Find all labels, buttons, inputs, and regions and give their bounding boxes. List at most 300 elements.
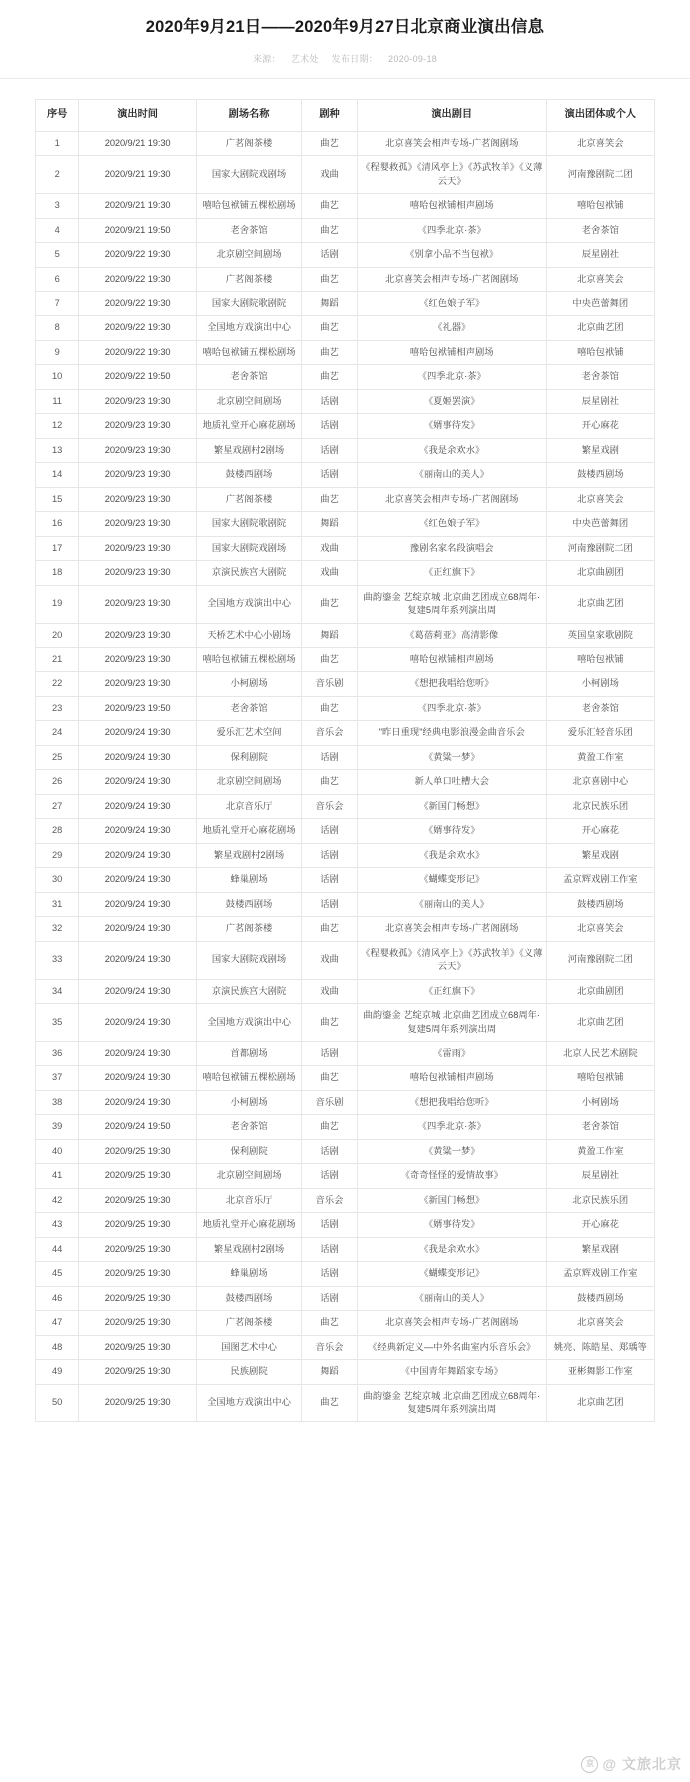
cell-troupe: 北京民族乐团 xyxy=(546,1188,654,1212)
cell-genre: 话剧 xyxy=(302,1041,358,1065)
cell-genre: 音乐会 xyxy=(302,721,358,745)
cell-time: 2020/9/23 19:30 xyxy=(79,648,197,672)
cell-genre: 话剧 xyxy=(302,892,358,916)
cell-program: 《程婴救孤》《清风亭上》《苏武牧羊》《义薄云天》 xyxy=(357,941,546,979)
cell-genre: 曲艺 xyxy=(302,770,358,794)
cell-program: 《奇奇怪怪的爱情故事》 xyxy=(357,1164,546,1188)
cell-genre: 话剧 xyxy=(302,745,358,769)
cell-time: 2020/9/23 19:30 xyxy=(79,463,197,487)
table-row xyxy=(36,1164,655,1188)
cell-genre: 音乐剧 xyxy=(302,1090,358,1114)
performance-table xyxy=(35,99,655,1423)
cell-time: 2020/9/23 19:50 xyxy=(79,696,197,720)
cell-program: 《红色娘子军》 xyxy=(357,512,546,536)
cell-venue: 嘻哈包袱铺五棵松剧场 xyxy=(196,340,301,364)
cell-index: 12 xyxy=(36,414,79,438)
cell-index: 41 xyxy=(36,1164,79,1188)
cell-program: 《四季北京·茶》 xyxy=(357,218,546,242)
cell-time: 2020/9/25 19:30 xyxy=(79,1311,197,1335)
table-row xyxy=(36,389,655,413)
cell-program: 《婿事待发》 xyxy=(357,819,546,843)
table-row xyxy=(36,819,655,843)
table-row xyxy=(36,1335,655,1359)
cell-program: 《程婴救孤》《清风亭上》《苏武牧羊》《义薄云天》 xyxy=(357,156,546,194)
cell-program: 新人单口吐槽大会 xyxy=(357,770,546,794)
cell-time: 2020/9/21 19:30 xyxy=(79,131,197,155)
cell-time: 2020/9/22 19:50 xyxy=(79,365,197,389)
cell-troupe: 开心麻花 xyxy=(546,1213,654,1237)
cell-time: 2020/9/24 19:30 xyxy=(79,794,197,818)
cell-program: 《葛蓓莉亚》高清影像 xyxy=(357,623,546,647)
table-row xyxy=(36,512,655,536)
table-row xyxy=(36,316,655,340)
cell-venue: 国家大剧院戏剧场 xyxy=(196,941,301,979)
cell-venue: 京演民族宫大剧院 xyxy=(196,561,301,585)
cell-index: 37 xyxy=(36,1066,79,1090)
cell-venue: 全国地方戏演出中心 xyxy=(196,1384,301,1422)
cell-time: 2020/9/24 19:30 xyxy=(79,979,197,1003)
cell-index: 29 xyxy=(36,843,79,867)
cell-genre: 音乐会 xyxy=(302,1335,358,1359)
cell-index: 22 xyxy=(36,672,79,696)
cell-venue: 小柯剧场 xyxy=(196,672,301,696)
cell-venue: 保利剧院 xyxy=(196,1139,301,1163)
table-row xyxy=(36,1139,655,1163)
cell-troupe: 姚亮、陈皓星、郑瑀等 xyxy=(546,1335,654,1359)
table-header xyxy=(36,99,655,131)
cell-program: 《新国门畅想》 xyxy=(357,1188,546,1212)
cell-program: 《四季北京·茶》 xyxy=(357,696,546,720)
cell-index: 18 xyxy=(36,561,79,585)
cell-program: 曲韵鎏金 艺绽京城 北京曲艺团成立68周年·复建5周年系列演出周 xyxy=(357,1004,546,1042)
cell-program: 北京喜笑会相声专场-广茗阁剧场 xyxy=(357,1311,546,1335)
cell-time: 2020/9/24 19:30 xyxy=(79,745,197,769)
cell-program: 豫剧名家名段演唱会 xyxy=(357,536,546,560)
cell-genre: 话剧 xyxy=(302,389,358,413)
cell-time: 2020/9/25 19:30 xyxy=(79,1213,197,1237)
cell-troupe: 小柯剧场 xyxy=(546,672,654,696)
cell-genre: 曲艺 xyxy=(302,1066,358,1090)
cell-genre: 戏曲 xyxy=(302,156,358,194)
table-row xyxy=(36,1286,655,1310)
table-row xyxy=(36,438,655,462)
cell-troupe: 繁星戏剧 xyxy=(546,438,654,462)
cell-index: 31 xyxy=(36,892,79,916)
cell-time: 2020/9/25 19:30 xyxy=(79,1335,197,1359)
cell-time: 2020/9/24 19:30 xyxy=(79,1041,197,1065)
cell-genre: 话剧 xyxy=(302,1286,358,1310)
cell-genre: 音乐会 xyxy=(302,794,358,818)
cell-index: 17 xyxy=(36,536,79,560)
cell-time: 2020/9/23 19:30 xyxy=(79,561,197,585)
cell-troupe: 辰星剧社 xyxy=(546,1164,654,1188)
cell-index: 26 xyxy=(36,770,79,794)
cell-troupe: 嘻哈包袱铺 xyxy=(546,648,654,672)
cell-program: 《礼器》 xyxy=(357,316,546,340)
cell-venue: 爱乐汇艺术空间 xyxy=(196,721,301,745)
cell-troupe: 开心麻花 xyxy=(546,414,654,438)
table-row xyxy=(36,1066,655,1090)
cell-time: 2020/9/24 19:30 xyxy=(79,1066,197,1090)
cell-time: 2020/9/25 19:30 xyxy=(79,1164,197,1188)
table-row xyxy=(36,156,655,194)
cell-time: 2020/9/22 19:30 xyxy=(79,316,197,340)
cell-venue: 北京剧空间剧场 xyxy=(196,389,301,413)
cell-genre: 话剧 xyxy=(302,843,358,867)
cell-index: 32 xyxy=(36,917,79,941)
column-header-genre: 剧种 xyxy=(302,99,358,131)
cell-venue: 民族剧院 xyxy=(196,1360,301,1384)
cell-genre: 曲艺 xyxy=(302,585,358,623)
cell-index: 8 xyxy=(36,316,79,340)
cell-time: 2020/9/21 19:30 xyxy=(79,156,197,194)
table-row xyxy=(36,623,655,647)
cell-genre: 话剧 xyxy=(302,1237,358,1261)
cell-troupe: 北京喜剧中心 xyxy=(546,770,654,794)
table-row xyxy=(36,487,655,511)
cell-venue: 广茗阁茶楼 xyxy=(196,267,301,291)
cell-index: 7 xyxy=(36,291,79,315)
cell-index: 9 xyxy=(36,340,79,364)
cell-troupe: 老舍茶馆 xyxy=(546,1115,654,1139)
cell-genre: 曲艺 xyxy=(302,1311,358,1335)
cell-index: 10 xyxy=(36,365,79,389)
cell-troupe: 嘻哈包袱铺 xyxy=(546,340,654,364)
cell-program: 《四季北京·茶》 xyxy=(357,365,546,389)
cell-venue: 地质礼堂开心麻花剧场 xyxy=(196,414,301,438)
cell-troupe: 鼓楼西剧场 xyxy=(546,463,654,487)
table-row xyxy=(36,1384,655,1422)
cell-time: 2020/9/24 19:30 xyxy=(79,868,197,892)
cell-venue: 广茗阁茶楼 xyxy=(196,131,301,155)
cell-program: 北京喜笑会相声专场-广茗阁剧场 xyxy=(357,917,546,941)
cell-troupe: 亚彬舞影工作室 xyxy=(546,1360,654,1384)
table-row xyxy=(36,1360,655,1384)
table-row xyxy=(36,917,655,941)
cell-troupe: 北京曲艺团 xyxy=(546,1384,654,1422)
cell-troupe: 北京曲艺团 xyxy=(546,316,654,340)
table-row xyxy=(36,1262,655,1286)
cell-index: 28 xyxy=(36,819,79,843)
cell-index: 48 xyxy=(36,1335,79,1359)
cell-venue: 鼓楼西剧场 xyxy=(196,892,301,916)
cell-program: 《经典新定义—中外名曲室内乐音乐会》 xyxy=(357,1335,546,1359)
cell-time: 2020/9/23 19:30 xyxy=(79,414,197,438)
cell-index: 23 xyxy=(36,696,79,720)
cell-time: 2020/9/24 19:30 xyxy=(79,770,197,794)
column-header-venue: 剧场名称 xyxy=(196,99,301,131)
table-row xyxy=(36,770,655,794)
cell-index: 15 xyxy=(36,487,79,511)
cell-program: 《蝴蝶变形记》 xyxy=(357,1262,546,1286)
cell-venue: 北京剧空间剧场 xyxy=(196,1164,301,1188)
cell-index: 19 xyxy=(36,585,79,623)
cell-venue: 国家大剧院戏剧场 xyxy=(196,156,301,194)
cell-time: 2020/9/22 19:30 xyxy=(79,243,197,267)
cell-program: 北京喜笑会相声专场-广茗阁剧场 xyxy=(357,131,546,155)
watermark-logo-icon: 京 xyxy=(581,1756,598,1773)
cell-program: 《雷雨》 xyxy=(357,1041,546,1065)
cell-index: 35 xyxy=(36,1004,79,1042)
table-row xyxy=(36,868,655,892)
table-row xyxy=(36,585,655,623)
cell-troupe: 河南豫剧院二团 xyxy=(546,536,654,560)
cell-venue: 北京音乐厅 xyxy=(196,1188,301,1212)
cell-venue: 全国地方戏演出中心 xyxy=(196,585,301,623)
cell-index: 39 xyxy=(36,1115,79,1139)
source-label: 来源： xyxy=(252,53,281,64)
cell-index: 40 xyxy=(36,1139,79,1163)
cell-program: 北京喜笑会相声专场-广茗阁剧场 xyxy=(357,487,546,511)
cell-index: 30 xyxy=(36,868,79,892)
cell-time: 2020/9/23 19:30 xyxy=(79,623,197,647)
cell-genre: 曲艺 xyxy=(302,316,358,340)
cell-venue: 老舍茶馆 xyxy=(196,218,301,242)
table-row xyxy=(36,843,655,867)
cell-index: 11 xyxy=(36,389,79,413)
cell-venue: 老舍茶馆 xyxy=(196,696,301,720)
cell-venue: 国家大剧院戏剧场 xyxy=(196,536,301,560)
cell-genre: 舞蹈 xyxy=(302,623,358,647)
cell-index: 45 xyxy=(36,1262,79,1286)
cell-venue: 繁星戏剧村2剧场 xyxy=(196,843,301,867)
cell-index: 47 xyxy=(36,1311,79,1335)
cell-time: 2020/9/23 19:30 xyxy=(79,487,197,511)
cell-program: 北京喜笑会相声专场-广茗阁剧场 xyxy=(357,267,546,291)
cell-time: 2020/9/25 19:30 xyxy=(79,1360,197,1384)
cell-index: 44 xyxy=(36,1237,79,1261)
cell-troupe: 北京曲剧团 xyxy=(546,561,654,585)
cell-index: 24 xyxy=(36,721,79,745)
cell-time: 2020/9/24 19:30 xyxy=(79,941,197,979)
cell-troupe: 北京喜笑会 xyxy=(546,1311,654,1335)
cell-program: 《我是余欢水》 xyxy=(357,438,546,462)
cell-time: 2020/9/24 19:30 xyxy=(79,917,197,941)
cell-genre: 曲艺 xyxy=(302,131,358,155)
cell-program: 《丽南山的美人》 xyxy=(357,892,546,916)
cell-genre: 曲艺 xyxy=(302,1384,358,1422)
cell-genre: 音乐会 xyxy=(302,1188,358,1212)
cell-time: 2020/9/24 19:30 xyxy=(79,843,197,867)
table-row xyxy=(36,672,655,696)
cell-index: 16 xyxy=(36,512,79,536)
cell-genre: 曲艺 xyxy=(302,917,358,941)
cell-program: 曲韵鎏金 艺绽京城 北京曲艺团成立68周年·复建5周年系列演出周 xyxy=(357,585,546,623)
cell-genre: 戏曲 xyxy=(302,536,358,560)
cell-venue: 保利剧院 xyxy=(196,745,301,769)
cell-time: 2020/9/23 19:30 xyxy=(79,512,197,536)
publish-label: 发布日期： xyxy=(331,53,379,64)
cell-index: 25 xyxy=(36,745,79,769)
cell-index: 5 xyxy=(36,243,79,267)
column-header-troupe: 演出团体或个人 xyxy=(546,99,654,131)
cell-genre: 话剧 xyxy=(302,438,358,462)
cell-venue: 鼓楼西剧场 xyxy=(196,1286,301,1310)
cell-venue: 繁星戏剧村2剧场 xyxy=(196,1237,301,1261)
cell-index: 21 xyxy=(36,648,79,672)
cell-genre: 曲艺 xyxy=(302,267,358,291)
cell-time: 2020/9/25 19:30 xyxy=(79,1188,197,1212)
table-row xyxy=(36,721,655,745)
cell-time: 2020/9/23 19:30 xyxy=(79,389,197,413)
cell-time: 2020/9/24 19:30 xyxy=(79,721,197,745)
cell-troupe: 孟京辉戏剧工作室 xyxy=(546,1262,654,1286)
cell-troupe: 辰星剧社 xyxy=(546,243,654,267)
cell-index: 3 xyxy=(36,194,79,218)
cell-time: 2020/9/21 19:50 xyxy=(79,218,197,242)
cell-genre: 话剧 xyxy=(302,868,358,892)
table-row xyxy=(36,979,655,1003)
cell-troupe: 北京曲艺团 xyxy=(546,585,654,623)
cell-genre: 音乐剧 xyxy=(302,672,358,696)
cell-venue: 广茗阁茶楼 xyxy=(196,917,301,941)
cell-troupe: 老舍茶馆 xyxy=(546,218,654,242)
cell-venue: 鼓楼西剧场 xyxy=(196,463,301,487)
cell-index: 6 xyxy=(36,267,79,291)
table-row xyxy=(36,463,655,487)
cell-genre: 话剧 xyxy=(302,1139,358,1163)
watermark xyxy=(581,1754,682,1774)
table-row xyxy=(36,194,655,218)
cell-venue: 首都剧场 xyxy=(196,1041,301,1065)
table-row xyxy=(36,1115,655,1139)
cell-venue: 地质礼堂开心麻花剧场 xyxy=(196,1213,301,1237)
cell-program: 《我是余欢水》 xyxy=(357,843,546,867)
cell-venue: 京演民族宫大剧院 xyxy=(196,979,301,1003)
cell-time: 2020/9/24 19:30 xyxy=(79,1090,197,1114)
cell-troupe: 孟京辉戏剧工作室 xyxy=(546,868,654,892)
table-row xyxy=(36,131,655,155)
cell-venue: 广茗阁茶楼 xyxy=(196,487,301,511)
cell-genre: 话剧 xyxy=(302,819,358,843)
cell-program: 《正红旗下》 xyxy=(357,561,546,585)
cell-index: 14 xyxy=(36,463,79,487)
table-row xyxy=(36,1041,655,1065)
cell-program: 《蝴蝶变形记》 xyxy=(357,868,546,892)
cell-genre: 舞蹈 xyxy=(302,291,358,315)
cell-venue: 嘻哈包袱铺五棵松剧场 xyxy=(196,1066,301,1090)
cell-troupe: 北京民族乐团 xyxy=(546,794,654,818)
cell-venue: 蜂巢剧场 xyxy=(196,1262,301,1286)
document-header xyxy=(0,0,690,65)
cell-genre: 戏曲 xyxy=(302,941,358,979)
cell-index: 2 xyxy=(36,156,79,194)
watermark-text: @ 文旅北京 xyxy=(602,1756,682,1772)
cell-index: 36 xyxy=(36,1041,79,1065)
cell-venue: 广茗阁茶楼 xyxy=(196,1311,301,1335)
cell-program: 《婿事待发》 xyxy=(357,414,546,438)
cell-program: 《正红旗下》 xyxy=(357,979,546,1003)
cell-troupe: 北京曲艺团 xyxy=(546,1004,654,1042)
cell-venue: 蜂巢剧场 xyxy=(196,868,301,892)
cell-genre: 曲艺 xyxy=(302,365,358,389)
cell-venue: 全国地方戏演出中心 xyxy=(196,316,301,340)
cell-troupe: 开心麻花 xyxy=(546,819,654,843)
source-value: 艺术处 xyxy=(290,53,319,64)
cell-troupe: 繁星戏剧 xyxy=(546,843,654,867)
table-row xyxy=(36,218,655,242)
column-header-time: 演出时间 xyxy=(79,99,197,131)
cell-program: 嘻哈包袱铺相声剧场 xyxy=(357,194,546,218)
cell-time: 2020/9/25 19:30 xyxy=(79,1262,197,1286)
cell-program: 《想把我唱给您听》 xyxy=(357,1090,546,1114)
table-row xyxy=(36,892,655,916)
cell-time: 2020/9/25 19:30 xyxy=(79,1384,197,1422)
cell-venue: 繁星戏剧村2剧场 xyxy=(196,438,301,462)
cell-troupe: 嘻哈包袱铺 xyxy=(546,194,654,218)
cell-index: 33 xyxy=(36,941,79,979)
cell-index: 46 xyxy=(36,1286,79,1310)
cell-time: 2020/9/25 19:30 xyxy=(79,1237,197,1261)
cell-venue: 小柯剧场 xyxy=(196,1090,301,1114)
cell-program: 《黄粱一梦》 xyxy=(357,1139,546,1163)
table-row xyxy=(36,648,655,672)
table-row xyxy=(36,1237,655,1261)
cell-time: 2020/9/24 19:30 xyxy=(79,892,197,916)
cell-venue: 老舍茶馆 xyxy=(196,365,301,389)
cell-program: "昨日重现"经典电影浪漫金曲音乐会 xyxy=(357,721,546,745)
cell-program: 《丽南山的美人》 xyxy=(357,1286,546,1310)
cell-program: 嘻哈包袱铺相声剧场 xyxy=(357,340,546,364)
table-row xyxy=(36,1090,655,1114)
cell-index: 50 xyxy=(36,1384,79,1422)
table-row xyxy=(36,1311,655,1335)
cell-troupe: 繁星戏剧 xyxy=(546,1237,654,1261)
cell-index: 20 xyxy=(36,623,79,647)
publish-value: 2020-09-18 xyxy=(388,53,438,64)
cell-troupe: 中央芭蕾舞团 xyxy=(546,291,654,315)
cell-troupe: 鼓楼西剧场 xyxy=(546,1286,654,1310)
cell-troupe: 英国皇家歌剧院 xyxy=(546,623,654,647)
cell-troupe: 北京喜笑会 xyxy=(546,131,654,155)
cell-time: 2020/9/25 19:30 xyxy=(79,1139,197,1163)
cell-venue: 国图艺术中心 xyxy=(196,1335,301,1359)
cell-genre: 舞蹈 xyxy=(302,512,358,536)
cell-program: 《黄粱一梦》 xyxy=(357,745,546,769)
cell-venue: 嘻哈包袱铺五棵松剧场 xyxy=(196,194,301,218)
table-row xyxy=(36,365,655,389)
cell-genre: 曲艺 xyxy=(302,487,358,511)
cell-index: 38 xyxy=(36,1090,79,1114)
performance-table-wrapper xyxy=(0,79,690,1423)
cell-troupe: 河南豫剧院二团 xyxy=(546,156,654,194)
cell-index: 27 xyxy=(36,794,79,818)
cell-genre: 曲艺 xyxy=(302,696,358,720)
cell-program: 曲韵鎏金 艺绽京城 北京曲艺团成立68周年·复建5周年系列演出周 xyxy=(357,1384,546,1422)
cell-troupe: 中央芭蕾舞团 xyxy=(546,512,654,536)
table-row xyxy=(36,340,655,364)
cell-time: 2020/9/24 19:30 xyxy=(79,819,197,843)
cell-index: 43 xyxy=(36,1213,79,1237)
cell-venue: 地质礼堂开心麻花剧场 xyxy=(196,819,301,843)
table-row xyxy=(36,1213,655,1237)
cell-troupe: 北京喜笑会 xyxy=(546,487,654,511)
table-row xyxy=(36,291,655,315)
cell-program: 《红色娘子军》 xyxy=(357,291,546,315)
page-title: 2020年9月21日——2020年9月27日北京商业演出信息 xyxy=(145,18,545,36)
cell-troupe: 小柯剧场 xyxy=(546,1090,654,1114)
cell-index: 4 xyxy=(36,218,79,242)
cell-program: 《想把我唱给您听》 xyxy=(357,672,546,696)
cell-troupe: 北京喜笑会 xyxy=(546,917,654,941)
cell-venue: 国家大剧院歌剧院 xyxy=(196,291,301,315)
table-row xyxy=(36,1004,655,1042)
cell-time: 2020/9/24 19:50 xyxy=(79,1115,197,1139)
table-row xyxy=(36,243,655,267)
table-row xyxy=(36,561,655,585)
cell-venue: 北京剧空间剧场 xyxy=(196,770,301,794)
cell-venue: 天桥艺术中心小剧场 xyxy=(196,623,301,647)
